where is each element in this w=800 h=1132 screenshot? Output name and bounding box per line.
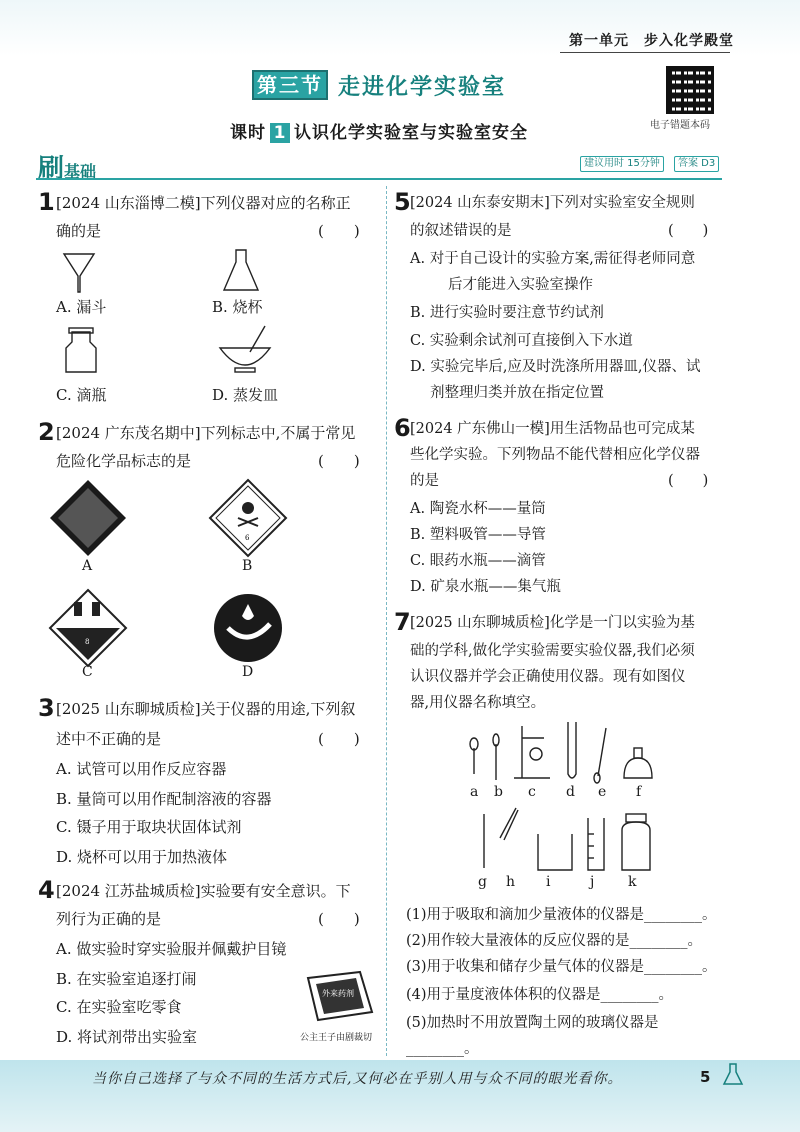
unit-underline [560,52,730,53]
q7-label-b: b [494,784,503,800]
corrosive-sign-icon [50,590,126,666]
heading-rule [36,178,722,180]
column-divider [386,186,387,1056]
q3-number: 3 [38,694,55,722]
q5-option-b[interactable]: B. 进行实验时要注意节约试剂 [410,305,604,321]
q5-option-a[interactable]: A. 对于自己设计的实验方案,需征得老师同意 [410,251,696,267]
q4-option-a[interactable]: A. 做实验时穿实验服并佩戴护目镜 [56,940,287,958]
q4-illustration-label: 公主王子由剧裁切 [300,1033,373,1043]
q7-label-e: e [598,784,607,800]
q2-label-d[interactable]: D [242,664,254,680]
q1-answer-bracket[interactable]: ( ) [318,222,360,240]
q6-answer-bracket[interactable]: ( ) [668,473,709,489]
q1-option-c[interactable]: C. 滴瓶 [56,386,107,404]
q2-stem-line1: [2024 广东茂名期中]下列标志中,不属于常见 [56,424,356,442]
q5-number: 5 [394,188,411,216]
q7-label-f: f [636,784,642,800]
lesson-number: 1 [270,123,290,143]
q2-answer-bracket[interactable]: ( ) [318,452,360,470]
q5-stem-line1: [2024 山东泰安期末]下列对实验室安全规则 [410,195,695,211]
q2-label-b[interactable]: B [242,558,253,574]
dropper-icon [470,738,478,774]
tongs-icon [500,808,518,840]
graduated-cylinder-icon [588,818,604,870]
q6-option-a[interactable]: A. 陶瓷水杯——量筒 [410,501,546,517]
q6-stem-line2: 些化学实验。下列物品不能代替相应化学仪器 [410,447,700,463]
q5-option-c[interactable]: C. 实验剩余试剂可直接倒入下水道 [410,333,633,349]
brush-big: 刷 [38,154,65,184]
explosive-sign-icon [50,480,126,556]
q1-stem-line2: 确的是 [56,222,102,240]
section-number: 第三节 [252,70,328,100]
q7-number: 7 [394,608,411,636]
q7-sub-3[interactable]: (3)用于收集和储存少量气体的仪器是________。 [406,959,717,975]
q7-label-c: c [528,784,536,800]
unit-title: 第一单元 步入化学殿堂 [569,33,734,49]
mortar-icon [220,326,270,372]
funnel-icon [64,254,94,292]
q1-stem-line1: [2024 山东淄博二模]下列仪器对应的名称正 [56,194,351,212]
q4-illustration [300,970,380,1028]
q4-option-d[interactable]: D. 将试剂带出实验室 [56,1028,198,1046]
q2-label-c[interactable]: C [82,664,93,680]
q7-label-i: i [546,874,551,890]
section-title: 走进化学实验室 [338,75,507,100]
q5-stem-line2: 的叙述错误的是 [410,223,512,239]
test-tube-icon [568,722,576,778]
q7-stem-line1: [2025 山东聊城质检]化学是一门以实验为基 [410,615,695,631]
q7-label-j: j [590,874,595,890]
q4-option-b[interactable]: B. 在实验室追逐打闹 [56,970,197,988]
q6-option-b[interactable]: B. 塑料吸管——导管 [410,527,546,543]
q5-answer-bracket[interactable]: ( ) [668,223,709,239]
q5-option-a-cont: 后才能进入实验室操作 [448,277,593,293]
brush-small: 基础 [64,162,97,181]
q6-number: 6 [394,414,411,442]
q1-option-a[interactable]: A. 漏斗 [56,298,107,316]
q7-stem-line3: 认识仪器并学会正确使用仪器。现有如图仪 [410,669,686,685]
qr-label: 电子错题本码 [650,120,710,131]
lesson-name: 认识化学实验室与实验室安全 [294,123,528,143]
lesson-title [230,118,528,143]
spoon-icon [493,734,499,780]
q6-stem-line1: [2024 广东佛山一模]用生活物品也可完成某 [410,421,695,437]
q2-label-a[interactable]: A [82,558,93,574]
q7-label-h: h [506,874,516,890]
q4-stem-line2: 列行为正确的是 [56,910,162,928]
q4-illustration-caption: 外来药剂 [322,989,354,998]
flask-logo-icon [722,1062,744,1088]
q7-sub-4[interactable]: (4)用于量度液体体积的仪器是________。 [406,987,674,1003]
q7-stem-line4: 器,用仪器名称填空。 [410,695,546,711]
medicine-spoon-icon [594,728,606,783]
q4-number: 4 [38,876,55,904]
footer-quote: 当你自己选择了与众不同的生活方式后,又何必在乎别人用与众不同的眼光看你。 [92,1071,623,1087]
alcohol-lamp-icon [624,748,652,778]
q7-sub-1[interactable]: (1)用于吸取和滴加少量液体的仪器是________。 [406,907,717,923]
q2-stem-line2: 危险化学品标志的是 [56,452,192,470]
q3-option-a[interactable]: A. 试管可以用作反应容器 [56,760,227,778]
q1-number: 1 [38,188,55,216]
q7-sub-5-blank[interactable]: ________。 [406,1041,479,1057]
beaker-icon [538,834,572,870]
gas-jar-icon [622,814,650,870]
q2-hazard-signs [48,478,348,678]
sign-c-number: 8 [85,638,90,646]
q3-answer-bracket[interactable]: ( ) [318,730,360,748]
q7-sub-5[interactable]: (5)加热时不用放置陶土网的玻璃仪器是 [406,1015,659,1031]
q5-option-d-cont: 剂整理归类并放在指定位置 [430,385,604,401]
q1-option-d[interactable]: D. 蒸发皿 [212,386,279,404]
q3-stem-line2: 述中不正确的是 [56,730,162,748]
q4-option-c[interactable]: C. 在实验室吃零食 [56,998,182,1016]
q3-option-c[interactable]: C. 镊子用于取块状固体试剂 [56,818,242,836]
flask-icon [224,250,258,290]
q7-label-k: k [628,874,637,890]
q1-option-b[interactable]: B. 烧杯 [212,298,263,316]
q7-instruments [460,718,680,888]
water-save-sign-icon [214,594,282,662]
q3-option-d[interactable]: D. 烧杯可以用于加热液体 [56,848,228,866]
q3-option-b[interactable]: B. 量筒可以用作配制溶液的容器 [56,790,272,808]
lesson-prefix: 课时 [230,123,266,143]
q7-stem-line2: 础的学科,做化学实验需要实验仪器,我们必须 [410,643,695,659]
q7-sub-2[interactable]: (2)用作较大量液体的反应仪器的是________。 [406,933,703,949]
q3-stem-line1: [2025 山东聊城质检]关于仪器的用途,下列叙 [56,700,356,718]
dropper-bottle-icon [66,328,96,372]
sign-b-number: 6 [245,534,250,542]
q7-label-a: a [470,784,479,800]
qr-code-icon[interactable] [666,66,714,114]
page-number: 5 [700,1068,711,1086]
q6-option-c[interactable]: C. 眼药水瓶——滴管 [410,553,546,569]
answer-tag: 答案 D3 [674,156,719,172]
q6-stem-line3: 的是 [410,473,439,489]
q5-option-d[interactable]: D. 实验完毕后,应及时洗涤所用器皿,仪器、试 [410,359,701,375]
q7-label-g: g [478,874,487,890]
toxic-sign-icon [210,480,286,556]
iron-stand-icon [514,726,550,778]
q6-option-d[interactable]: D. 矿泉水瓶——集气瓶 [410,579,561,595]
q4-stem-line1: [2024 江苏盐城质检]实验要有安全意识。下 [56,882,351,900]
q2-number: 2 [38,418,55,446]
q7-label-d: d [566,784,575,800]
time-tag: 建议用时 15分钟 [580,156,664,172]
q4-answer-bracket[interactable]: ( ) [318,910,360,928]
